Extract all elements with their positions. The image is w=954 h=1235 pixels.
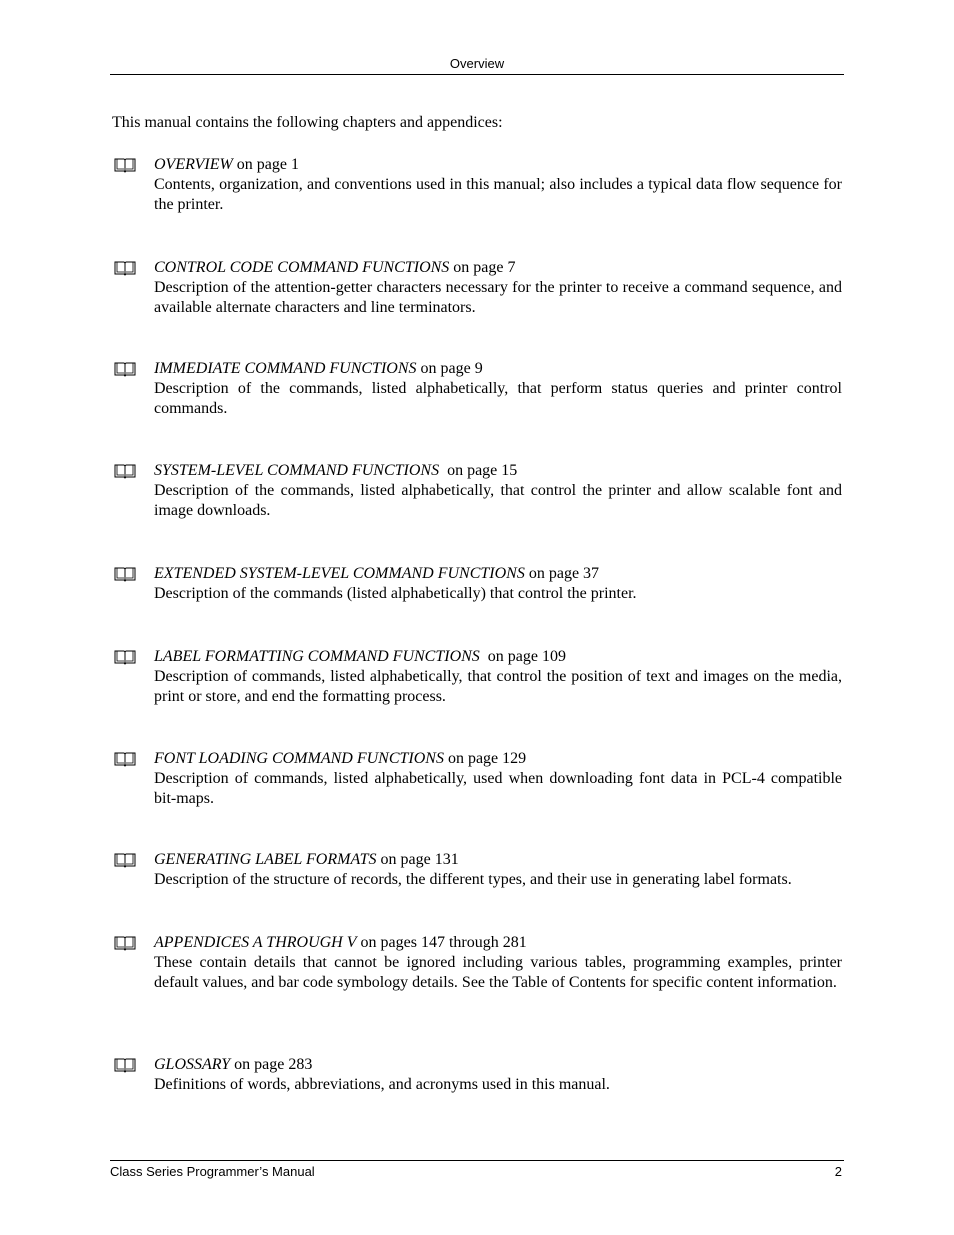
chapter-description: Contents, organization, and conventions used in this manual; also includes a typical data flow sequence for the printer.: [154, 176, 842, 213]
chapter-page-ref: on page 15: [439, 462, 518, 479]
book-icon: [114, 566, 136, 582]
chapter-description: These contain details that cannot be ignored including various tables, programming examples, printer default values, and bar code symbology details. See the Table of Contents for specific content information.: [154, 954, 842, 991]
chapter-entry-font-loading: [112, 749, 842, 809]
chapter-page-ref: on page 9: [416, 360, 483, 377]
chapter-description: Description of commands, listed alphabetically, used when downloading font data in PCL-4 compatible bit-maps.: [154, 770, 842, 807]
footer-page-number: 2: [834, 1164, 842, 1179]
chapter-entry-label-formatting: [112, 647, 842, 707]
footer-manual-title: Class Series Programmer’s Manual: [110, 1164, 315, 1179]
chapter-description: Description of commands, listed alphabetically, that control the position of text and images on the media, print or store, and end the formatting process.: [154, 668, 842, 705]
chapter-title: CONTROL CODE COMMAND FUNCTIONS: [154, 259, 450, 276]
book-icon: [114, 935, 136, 951]
book-icon: [114, 157, 136, 173]
header-title: Overview: [449, 56, 505, 71]
chapter-page-ref: on pages 147 through 281: [356, 934, 527, 951]
chapter-description: Description of the structure of records, the different types, and their use in generating label formats.: [154, 871, 792, 888]
chapter-title: GLOSSARY: [154, 1056, 231, 1073]
chapter-entry-control-code: [112, 258, 842, 318]
chapter-page-ref: on page 37: [524, 565, 600, 582]
chapter-entry-system-level: [112, 461, 842, 521]
page-footer: [110, 1160, 844, 1180]
book-icon: [114, 361, 136, 377]
chapter-title: OVERVIEW: [154, 156, 233, 173]
chapter-page-ref: on page 129: [443, 750, 527, 767]
page-header: [110, 55, 844, 75]
book-icon: [114, 260, 136, 276]
chapter-page-ref: on page 7: [449, 259, 516, 276]
chapter-page-ref: on page 109: [479, 648, 566, 665]
chapter-title: IMMEDIATE COMMAND FUNCTIONS: [154, 360, 417, 377]
chapter-title: LABEL FORMATTING COMMAND FUNCTIONS: [154, 648, 480, 665]
chapter-entry-extended-system-level: [112, 564, 842, 604]
chapter-page-ref: on page 283: [230, 1056, 313, 1073]
chapter-entry-glossary: [112, 1055, 842, 1095]
chapter-description: Description of the commands, listed alphabetically, that control the printer and allow scalable font and image downloads.: [154, 482, 842, 519]
chapter-title: FONT LOADING COMMAND FUNCTIONS: [154, 750, 444, 767]
chapter-title: SYSTEM-LEVEL COMMAND FUNCTIONS: [154, 462, 440, 479]
chapter-title: GENERATING LABEL FORMATS: [154, 851, 377, 868]
intro-text: This manual contains the following chapters and appendices:: [112, 114, 503, 131]
chapter-description: Description of the attention-getter characters necessary for the printer to receive a command sequence, and available alternate characters and line terminators.: [154, 279, 842, 316]
chapter-entry-immediate: [112, 359, 842, 419]
chapter-description: Description of the commands (listed alphabetically) that control the printer.: [154, 585, 637, 602]
book-icon: [114, 1057, 136, 1073]
chapter-entry-generating-label-formats: [112, 850, 842, 890]
chapter-description: Description of the commands, listed alphabetically, that perform status queries and printer control commands.: [154, 380, 842, 417]
chapter-entry-appendices: [112, 933, 842, 993]
book-icon: [114, 463, 136, 479]
chapter-title: APPENDICES A THROUGH V: [154, 934, 357, 951]
chapter-title: EXTENDED SYSTEM-LEVEL COMMAND FUNCTIONS: [154, 565, 525, 582]
book-icon: [114, 649, 136, 665]
book-icon: [114, 751, 136, 767]
chapter-entry-overview: [112, 155, 842, 215]
book-icon: [114, 852, 136, 868]
chapter-description: Definitions of words, abbreviations, and acronyms used in this manual.: [154, 1076, 610, 1093]
chapter-page-ref: on page 131: [376, 851, 459, 868]
chapter-page-ref: on page 1: [232, 156, 299, 173]
